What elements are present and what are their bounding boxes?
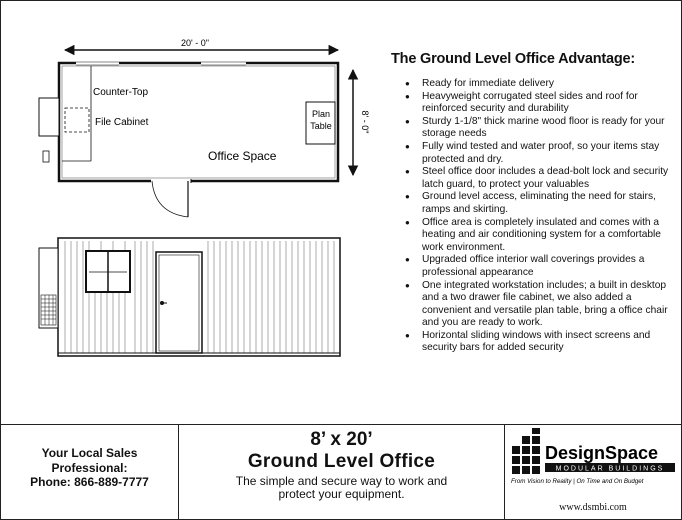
bullet-icon: ● bbox=[405, 91, 410, 101]
brand-slogan: From Vision to Reality | On Time and On Budget bbox=[511, 478, 644, 485]
office-space-label: Office Space bbox=[208, 149, 277, 163]
sales-line-1: Your Local Sales bbox=[41, 446, 138, 460]
elevation-drawing bbox=[39, 238, 340, 356]
bullet-icon: ● bbox=[405, 192, 410, 202]
top-section bbox=[1, 1, 681, 424]
bullet-icon: ● bbox=[405, 141, 410, 151]
sales-contact-cell bbox=[1, 425, 179, 520]
bullet-icon: ● bbox=[405, 280, 410, 290]
list-item: ● Office area is completely insulated and comes with a heating and air conditioning system for a comfortable work environment. bbox=[405, 216, 661, 253]
list-item: ● Upgraded office interior wall coverings provides a professional appearance bbox=[405, 254, 645, 278]
bullet-icon: ● bbox=[405, 330, 410, 340]
height-dimension-label: 8' - 0" bbox=[360, 110, 370, 134]
plan-table-label-1: Plan bbox=[311, 109, 331, 119]
advantage-panel bbox=[389, 51, 675, 355]
bullet-icon: ● bbox=[405, 255, 410, 265]
brand-sub: MODULAR BUILDINGS bbox=[555, 465, 665, 473]
product-tagline-1: The simple and secure way to work and bbox=[235, 474, 448, 488]
product-cell bbox=[179, 425, 505, 520]
list-item: ● Steel office door includes a dead-bolt lock and security latch guard, to protect your valuables bbox=[405, 166, 669, 190]
brand-name: DesignSpace bbox=[545, 443, 659, 463]
bullet-icon: ● bbox=[405, 79, 410, 88]
product-info bbox=[179, 429, 504, 501]
product-name: Ground Level Office bbox=[247, 451, 436, 472]
advantage-list bbox=[389, 78, 675, 355]
bullet-icon: ● bbox=[405, 116, 410, 126]
sales-contact bbox=[1, 446, 178, 490]
width-dimension-label: 20' - 0" bbox=[181, 38, 209, 48]
width-dimension bbox=[65, 37, 338, 50]
plan-table-label-2: Table bbox=[310, 121, 332, 131]
drawings-area bbox=[1, 1, 391, 424]
list-item: ● Sturdy 1-1/8" thick marine wood floor is ready for your storage needs bbox=[405, 115, 665, 140]
bullet-icon: ● bbox=[405, 217, 410, 227]
counter-top-label: Counter-Top bbox=[93, 87, 149, 98]
list-item: ● Horizontal sliding windows with insect screens and security bars for added security bbox=[405, 329, 651, 354]
drawings-svg bbox=[1, 1, 391, 424]
list-item: ● One integrated workstation includes; a built in desktop and a two drawer file cabinet, we also added a convenient and versatile plan table, bring a office chair and you are ready to work. bbox=[405, 279, 668, 329]
footer-bar bbox=[1, 424, 681, 520]
floor-plan bbox=[39, 62, 338, 217]
sales-phone[interactable]: Phone: 866-889-7777 bbox=[30, 475, 149, 489]
list-item: ● Fully wind tested and water proof, so your items stay protected and dry. bbox=[405, 140, 660, 165]
brand-url-link[interactable]: www.dsmbi.com bbox=[559, 502, 627, 513]
designspace-logo bbox=[505, 425, 681, 499]
list-item: ● Heavyweight corrugated steel sides and roof for reinforced security and durability bbox=[405, 90, 638, 115]
height-dimension bbox=[353, 70, 370, 175]
brand-cell bbox=[505, 425, 681, 520]
product-tagline-2: protect your equipment. bbox=[278, 487, 405, 501]
list-item: ● Ground level access, eliminating the need for stairs, ramps and skirting. bbox=[405, 191, 656, 215]
product-size: 8’ x 20’ bbox=[310, 429, 373, 450]
sales-line-2: Professional: bbox=[51, 460, 128, 475]
bullet-icon: ● bbox=[405, 167, 410, 177]
advantage-title: The Ground Level Office Advantage: bbox=[391, 51, 636, 67]
list-item: ● Ready for immediate delivery bbox=[405, 78, 554, 89]
file-cabinet-label: File Cabinet bbox=[95, 117, 149, 128]
